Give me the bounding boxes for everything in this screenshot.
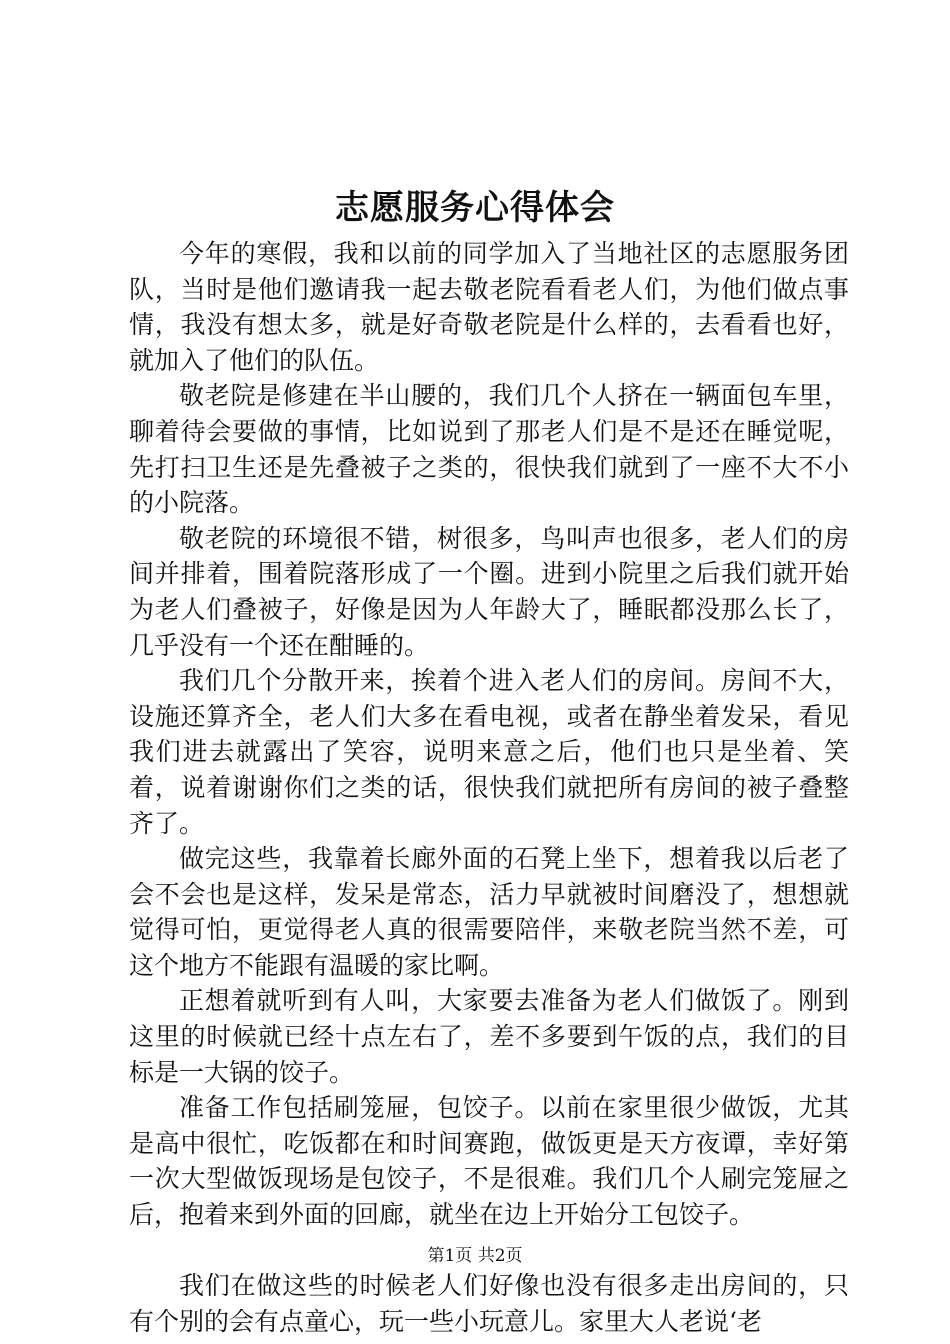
- page-footer: 第1页 共2页: [427, 1246, 523, 1266]
- paragraph: 准备工作包括刷笼屉，包饺子。以前在家里很少做饭，尤其是高中很忙，吃饭都在和时间赛跑，做饭更是天方夜谭，幸好第一次大型做饭现场是包饺子，不是很难。我们几个人刷完笼屉之后，抱着来到外面的回廊，就坐在边上开始分工包饺子。: [129, 1093, 849, 1230]
- paragraph: 我们几个分散开来，挨着个进入老人们的房间。房间不大，设施还算齐全，老人们大多在看电视，或者在静坐着发呆，看见我们进去就露出了笑容，说明来意之后，他们也只是坐着、笑着，说着谢谢你们之类的话，很快我们就把所有房间的被子叠整齐了。: [129, 666, 849, 838]
- paragraph: 我们在做这些的时候老人们好像也没有很多走出房间的，只有个别的会有点童心，玩一些小玩意儿。家里大人老说‘老: [129, 1271, 849, 1336]
- paragraph: 正想着就听到有人叫，大家要去准备为老人们做饭了。刚到这里的时候就已经十点左右了，差不多要到午饭的点，我们的目标是一大锅的饺子。: [129, 986, 849, 1087]
- paragraph: 敬老院是修建在半山腰的，我们几个人挤在一辆面包车里，聊着待会要做的事情，比如说到了那老人们是不是还在睡觉呢，先打扫卫生还是先叠被子之类的，很快我们就到了一座不大不小的小院落。: [129, 381, 849, 518]
- paragraph: 今年的寒假，我和以前的同学加入了当地社区的志愿服务团队，当时是他们邀请我一起去敬老院看看老人们，为他们做点事情，我没有想太多，就是好奇敬老院是什么样的，去看看也好，就加入了他们的队伍。: [129, 239, 849, 375]
- paragraph: 敬老院的环境很不错，树很多，鸟叫声也很多，老人们的房间并排着，围着院落形成了一个圈。进到小院里之后我们就开始为老人们叠被子，好像是因为人年龄大了，睡眠都没那么长了，几乎没有一个还在酣睡的。: [129, 523, 849, 660]
- document-title: 志愿服务心得体会: [335, 188, 615, 228]
- paragraph: 做完这些，我靠着长廊外面的石凳上坐下，想着我以后老了会不会也是这样，发呆是常态，活力早就被时间磨没了，想想就觉得可怕，更觉得老人真的很需要陪伴，来敬老院当然不差，可这个地方不能跟有温暖的家比啊。: [129, 844, 849, 980]
- document-body: [129, 236, 849, 1339]
